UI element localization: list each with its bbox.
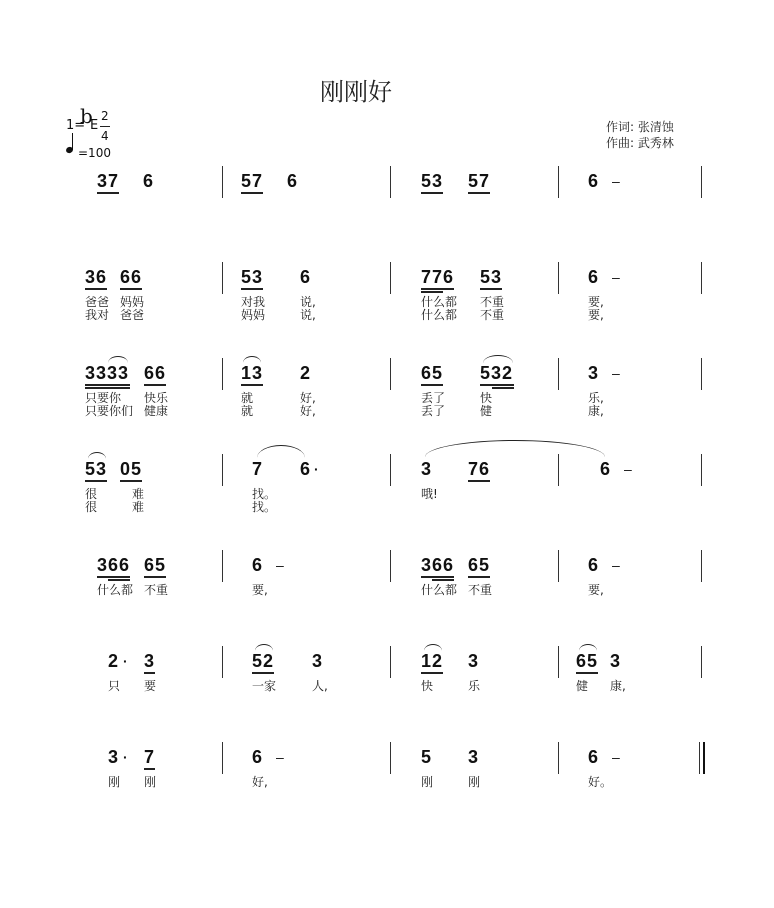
underline bbox=[97, 192, 119, 194]
note-group: 52 bbox=[252, 651, 275, 671]
extension-dash: – bbox=[612, 749, 620, 765]
flat-sign: b bbox=[80, 104, 93, 128]
lyric: 找。 bbox=[252, 487, 277, 501]
bar-line bbox=[558, 358, 559, 390]
note-group: 05 bbox=[120, 459, 143, 479]
extension-dash: – bbox=[276, 557, 284, 573]
lyric: 健 bbox=[480, 404, 493, 418]
note-group: 57 bbox=[241, 171, 264, 191]
underline bbox=[468, 480, 490, 482]
note: 2 bbox=[108, 651, 120, 671]
underline bbox=[576, 672, 598, 674]
lyric: 妈妈 bbox=[241, 308, 266, 322]
note: 6 bbox=[588, 747, 600, 767]
lyric: 康, bbox=[610, 679, 626, 693]
bar-line bbox=[701, 550, 702, 582]
bar-line bbox=[701, 646, 702, 678]
bar-line bbox=[390, 550, 391, 582]
note-group: 66 bbox=[144, 363, 167, 383]
note-group: 53 bbox=[480, 267, 503, 287]
note: 7 bbox=[144, 747, 156, 767]
underline bbox=[97, 576, 130, 578]
bar-line bbox=[222, 358, 223, 390]
underline bbox=[468, 192, 490, 194]
underline bbox=[421, 384, 443, 386]
underline bbox=[421, 576, 454, 578]
note-group: 366 bbox=[421, 555, 455, 575]
extension-dash: – bbox=[612, 557, 620, 573]
lyric: 只要你们 bbox=[85, 404, 134, 418]
lyric: 刚 bbox=[108, 775, 121, 789]
note: 3 bbox=[108, 747, 120, 767]
slur bbox=[483, 355, 513, 363]
bar-line bbox=[390, 742, 391, 774]
composer-credit: 作曲: 武秀林 bbox=[606, 136, 674, 150]
note-group: 532 bbox=[480, 363, 514, 383]
underline bbox=[144, 768, 155, 770]
underline bbox=[252, 672, 274, 674]
lyric: 很 bbox=[85, 500, 98, 514]
lyric: 什么都 bbox=[421, 583, 458, 597]
lyric: 不重 bbox=[468, 583, 493, 597]
note-group: 37 bbox=[97, 171, 120, 191]
lyric: 就 bbox=[241, 404, 254, 418]
bar-line bbox=[558, 454, 559, 486]
tempo-marking: =100 bbox=[78, 146, 111, 160]
lyric: 刚 bbox=[421, 775, 434, 789]
bar-line bbox=[701, 454, 702, 486]
lyric: 难 bbox=[132, 487, 145, 501]
note-group: 13 bbox=[241, 363, 264, 383]
underline bbox=[85, 480, 107, 482]
note: 3 bbox=[468, 651, 480, 671]
underline bbox=[421, 672, 443, 674]
note: 3 bbox=[468, 747, 480, 767]
lyric: 对我 bbox=[241, 295, 266, 309]
slur bbox=[579, 644, 597, 651]
lyric: 我对 bbox=[85, 308, 110, 322]
underline bbox=[421, 288, 454, 290]
lyric: 难 bbox=[132, 500, 145, 514]
lyric: 好。 bbox=[588, 775, 613, 789]
note-group: 3333 bbox=[85, 363, 130, 383]
augmentation-dot: · bbox=[123, 749, 128, 765]
lyric: 就 bbox=[241, 391, 254, 405]
note-group: 76 bbox=[468, 459, 491, 479]
double-underline bbox=[492, 387, 514, 389]
underline bbox=[241, 192, 263, 194]
lyric: 快 bbox=[421, 679, 434, 693]
lyric: 好, bbox=[300, 391, 316, 405]
note-group: 53 bbox=[85, 459, 108, 479]
note-group: 776 bbox=[421, 267, 455, 287]
note: 3 bbox=[144, 651, 156, 671]
bar-line bbox=[390, 646, 391, 678]
song-title: 刚刚好 bbox=[320, 78, 392, 106]
underline bbox=[144, 384, 166, 386]
note: 3 bbox=[610, 651, 622, 671]
lyric: 只要你 bbox=[85, 391, 122, 405]
bar-line bbox=[558, 262, 559, 294]
note: 6 bbox=[588, 171, 600, 191]
note-group: 66 bbox=[120, 267, 143, 287]
lyric: 人, bbox=[312, 679, 328, 693]
note: 6 bbox=[252, 555, 264, 575]
note-group: 57 bbox=[468, 171, 491, 191]
bar-line bbox=[701, 358, 702, 390]
slur bbox=[425, 440, 605, 457]
slur bbox=[243, 356, 261, 363]
underline bbox=[144, 576, 166, 578]
underline bbox=[120, 480, 142, 482]
underline bbox=[480, 288, 502, 290]
time-signature-top: 2 bbox=[101, 109, 109, 123]
bar-line bbox=[390, 166, 391, 198]
lyric: 好, bbox=[252, 775, 268, 789]
note: 6 bbox=[588, 267, 600, 287]
note-group: 65 bbox=[421, 363, 444, 383]
lyric: 什么都 bbox=[421, 308, 458, 322]
lyric: 要 bbox=[144, 679, 157, 693]
note-group: 53 bbox=[421, 171, 444, 191]
note: 3 bbox=[312, 651, 324, 671]
underline bbox=[120, 288, 142, 290]
lyric: 快 bbox=[480, 391, 493, 405]
bar-line bbox=[222, 742, 223, 774]
lyric: 康, bbox=[588, 404, 604, 418]
lyric: 很 bbox=[85, 487, 98, 501]
bar-line bbox=[558, 646, 559, 678]
slur bbox=[424, 644, 442, 651]
bar-line bbox=[222, 550, 223, 582]
lyric: 不重 bbox=[480, 308, 505, 322]
final-bar-line-thin bbox=[699, 742, 700, 774]
note: 6 bbox=[143, 171, 155, 191]
bar-line bbox=[390, 454, 391, 486]
lyric: 要, bbox=[588, 308, 604, 322]
lyric: 要, bbox=[252, 583, 268, 597]
lyric: 妈妈 bbox=[120, 295, 145, 309]
note: 6 bbox=[600, 459, 612, 479]
extension-dash: – bbox=[612, 365, 620, 381]
underline bbox=[144, 672, 155, 674]
note-group: 36 bbox=[85, 267, 108, 287]
bar-line bbox=[222, 166, 223, 198]
slur bbox=[108, 356, 128, 363]
note: 2 bbox=[300, 363, 312, 383]
lyric: 乐 bbox=[468, 679, 481, 693]
bar-line bbox=[390, 262, 391, 294]
lyric: 一家 bbox=[252, 679, 277, 693]
note-group: 65 bbox=[468, 555, 491, 575]
underline bbox=[85, 384, 130, 386]
lyric: 只 bbox=[108, 679, 121, 693]
note: 6 bbox=[300, 459, 312, 479]
extension-dash: – bbox=[624, 461, 632, 477]
note-group: 366 bbox=[97, 555, 131, 575]
bar-line bbox=[701, 262, 702, 294]
lyric: 乐, bbox=[588, 391, 604, 405]
slur bbox=[257, 445, 305, 458]
quarter-note-head-icon bbox=[65, 146, 74, 154]
bar-line bbox=[222, 262, 223, 294]
key-prefix: 1= bbox=[66, 118, 86, 133]
underline bbox=[241, 384, 263, 386]
lyric: 什么都 bbox=[97, 583, 134, 597]
underline bbox=[480, 384, 514, 386]
lyric: 什么都 bbox=[421, 295, 458, 309]
lyric: 丢了 bbox=[421, 404, 446, 418]
extension-dash: – bbox=[612, 269, 620, 285]
lyric: 不重 bbox=[480, 295, 505, 309]
slur bbox=[255, 644, 273, 651]
lyric: 快乐 bbox=[144, 391, 169, 405]
note: 5 bbox=[421, 747, 433, 767]
lyric: 爸爸 bbox=[120, 308, 145, 322]
lyric: 说, bbox=[300, 308, 316, 322]
lyric: 要, bbox=[588, 295, 604, 309]
bar-line bbox=[390, 358, 391, 390]
lyric: 刚 bbox=[468, 775, 481, 789]
time-signature-line bbox=[100, 126, 110, 127]
lyric: 好, bbox=[300, 404, 316, 418]
bar-line bbox=[558, 166, 559, 198]
note-group: 65 bbox=[576, 651, 599, 671]
note: 3 bbox=[588, 363, 600, 383]
lyric: 要, bbox=[588, 583, 604, 597]
final-bar-line-thick bbox=[703, 742, 705, 774]
note: 6 bbox=[287, 171, 299, 191]
slur bbox=[88, 452, 106, 459]
note: 6 bbox=[588, 555, 600, 575]
bar-line bbox=[558, 742, 559, 774]
lyric: 找。 bbox=[252, 500, 277, 514]
underline bbox=[468, 576, 490, 578]
lyric: 不重 bbox=[144, 583, 169, 597]
lyric: 健 bbox=[576, 679, 589, 693]
lyric: 丢了 bbox=[421, 391, 446, 405]
bar-line bbox=[558, 550, 559, 582]
underline bbox=[85, 288, 107, 290]
note: 7 bbox=[252, 459, 264, 479]
augmentation-dot: · bbox=[123, 653, 128, 669]
note: 3 bbox=[421, 459, 433, 479]
lyricist-credit: 作词: 张清蚀 bbox=[606, 120, 674, 134]
underline bbox=[241, 288, 263, 290]
bar-line bbox=[701, 166, 702, 198]
note-group: 65 bbox=[144, 555, 167, 575]
bar-line bbox=[222, 454, 223, 486]
key-note: E bbox=[90, 118, 99, 133]
lyric: 刚 bbox=[144, 775, 157, 789]
underline bbox=[421, 192, 443, 194]
augmentation-dot: · bbox=[314, 461, 319, 477]
bar-line bbox=[222, 646, 223, 678]
note-group: 12 bbox=[421, 651, 444, 671]
extension-dash: – bbox=[276, 749, 284, 765]
note: 6 bbox=[252, 747, 264, 767]
extension-dash: – bbox=[612, 173, 620, 189]
note-group: 53 bbox=[241, 267, 264, 287]
time-signature-bottom: 4 bbox=[101, 129, 109, 143]
lyric: 爸爸 bbox=[85, 295, 110, 309]
lyric: 说, bbox=[300, 295, 316, 309]
note: 6 bbox=[300, 267, 312, 287]
lyric: 哦! bbox=[421, 487, 438, 501]
lyric: 健康 bbox=[144, 404, 169, 418]
